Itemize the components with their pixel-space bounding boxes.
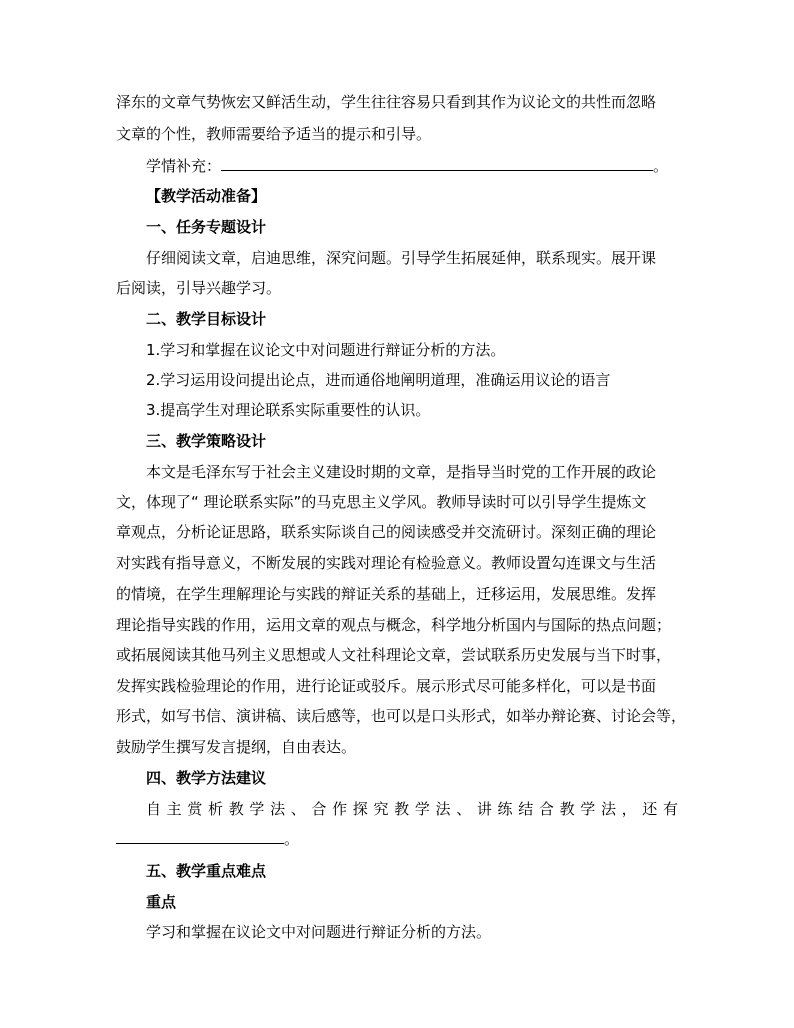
period: 。: [653, 157, 669, 175]
section-heading: 四、教学方法建议: [146, 769, 267, 787]
section-heading: 一、任务专题设计: [146, 218, 267, 236]
sub-heading: 重点: [146, 893, 177, 911]
section-heading: 五、教学重点难点: [146, 862, 267, 880]
text-line: 发挥实践检验理论的作用，进行论证或驳斥。展示形式尽可能多样化，可以是书面: [116, 677, 657, 695]
fill-in-blank[interactable]: [221, 156, 653, 171]
supplement-label: 学情补充：: [146, 157, 222, 175]
text-line: 对实践有指导意义，不断发展的实践对理论有检验意义。教师设置勾连课文与生活: [116, 554, 657, 572]
text-line: 自主赏析教学法、合作探究教学法、讲练结合教学法，还有: [146, 800, 678, 818]
section-heading: 三、教学策略设计: [146, 432, 267, 450]
goal-item: 3.提高学生对理论联系实际重要性的认识。: [146, 401, 431, 419]
period: 。: [284, 830, 300, 848]
goal-item: 2.学习运用设问提出论点，进而通俗地阐明道理，准确运用议论的语言: [146, 371, 611, 389]
text-line: 本文是毛泽东写于社会主义建设时期的文章，是指导当时党的工作开展的政论: [146, 463, 657, 481]
text-line: 的情境，在学生理解理论与实践的辩证关系的基础上，迁移运用，发展思维。发挥: [116, 585, 657, 603]
student-supplement-line: [146, 156, 668, 176]
section-heading: 二、教学目标设计: [146, 310, 267, 328]
text-line: 学习和掌握在议论文中对问题进行辩证分析的方法。: [146, 923, 492, 941]
text-line: 文，体现了“ 理论联系实际”的马克思主义学风。教师导读时可以引导学生提炼文: [116, 493, 647, 511]
text-line: 文章的个性，教师需要给予适当的提示和引导。: [116, 125, 432, 143]
text-line: 章观点，分析论证思路，联系实际谈自己的阅读感受并交流研讨。深刻正确的理论: [116, 523, 657, 541]
text-line: 或拓展阅读其他马列主义思想或人文社科理论文章，尝试联系历史发展与当下时事，: [116, 646, 672, 664]
text-line: 泽东的文章气势恢宏又鲜活生动，学生往往容易只看到其作为议论文的共性而忽略: [116, 93, 657, 111]
text-line: 后阅读，引导兴趣学习。: [116, 279, 282, 297]
method-blank-line: [116, 829, 299, 849]
text-line: 仔细阅读文章，启迪思维，深究问题。引导学生拓展延伸，联系现实。展开课: [146, 249, 657, 267]
goal-item: 1.学习和掌握在议论文中对问题进行辩证分析的方法。: [146, 341, 506, 359]
text-line: 理论指导实践的作用，运用文章的观点与概念，科学地分析国内与国际的热点问题；: [116, 616, 672, 634]
section-heading: 【教学活动准备】: [146, 187, 267, 205]
fill-in-blank[interactable]: [116, 829, 284, 844]
text-line: 形式，如写书信、演讲稿、读后感等，也可以是口头形式，如举办辩论赛、讨论会等，: [116, 707, 687, 725]
text-line: 鼓励学生撰写发言提纲，自由表达。: [116, 738, 357, 756]
